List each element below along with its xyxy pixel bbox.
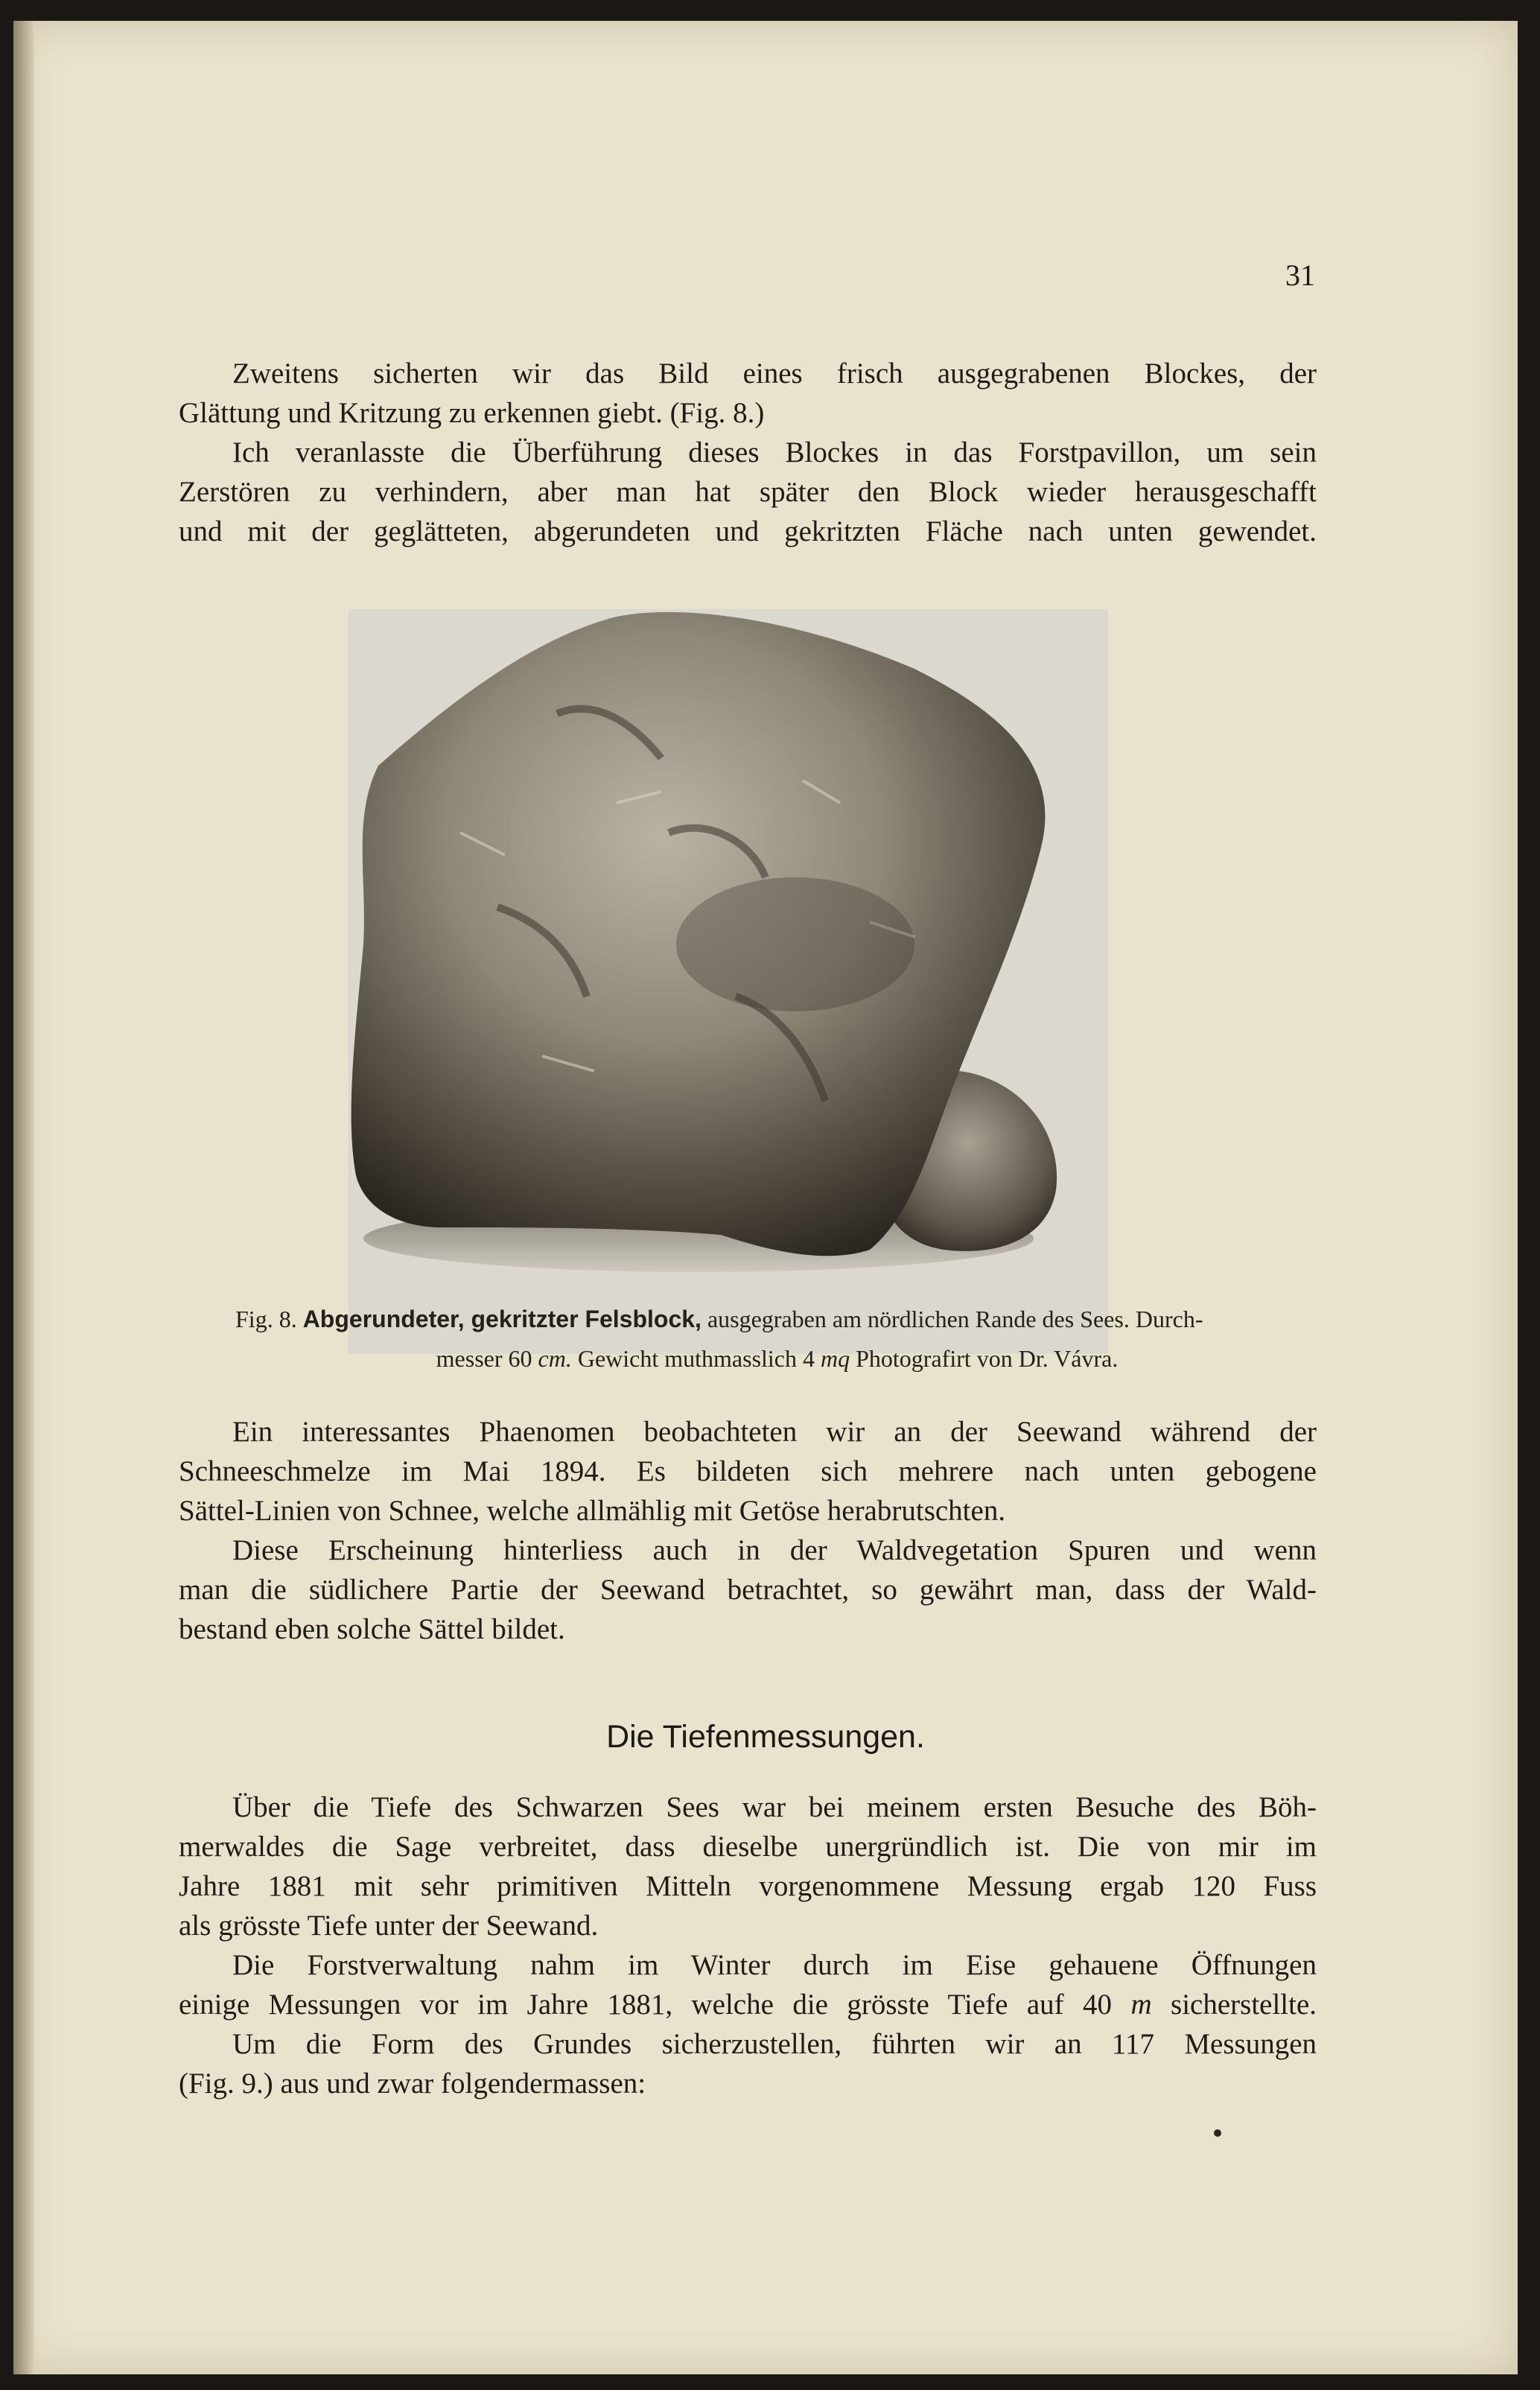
caption-title: Abgerundeter, gekritzter Felsblock, (302, 1306, 701, 1332)
caption-unit-cm: cm. (538, 1345, 572, 1372)
caption-line1-rest: ausgegraben am nördlichen Rande des Sees. Durch- (707, 1306, 1203, 1332)
caption-line2-a: messer 60 (436, 1345, 532, 1372)
intro-line-5: und mit der geglätteten, abgerundeten und gekritzten Fläche nach unten gewendet. (179, 515, 1317, 547)
caption-line2-b: Gewicht muthmasslich 4 (577, 1345, 815, 1372)
phenomenon-line-3: Sättel-Linien von Schnee, welche allmählig mit Getöse herabrutschten. (179, 1495, 1006, 1527)
phenomenon-line-6: bestand eben solche Sättel bildet. (179, 1613, 565, 1645)
section-line-3: Jahre 1881 mit sehr primitiven Mitteln vorgenommene Messung ergab 120 Fuss (179, 1870, 1317, 1902)
section-line-5: Die Forstverwaltung nahm im Winter durch im Eise gehauene Öffnungen (232, 1949, 1317, 1981)
section-line-6a: einige Messungen vor im Jahre 1881, welche die grösste Tiefe auf 40 (179, 1989, 1113, 2021)
section-line-6 (179, 1985, 1317, 2025)
section-line-4: als grösste Tiefe unter der Seewand. (179, 1910, 599, 1942)
section-unit-m: m (1130, 1989, 1152, 2021)
caption-line2-c: Photografirt von Dr. Vávra. (856, 1345, 1119, 1372)
section-line-7: Um die Form des Grundes sicherzustellen, führten wir an 117 Messungen (232, 2028, 1317, 2060)
page-spine-shadow (13, 21, 34, 2374)
section-line-6b: sicherstellte. (1171, 1989, 1317, 2021)
intro-line-3: Ich veranlasste die Überführung dieses Blockes in das Forstpavillon, um sein (232, 436, 1317, 468)
phenomenon-line-4: Diese Erscheinung hinterliess auch in der Waldvegetation Spuren und wenn (232, 1534, 1317, 1566)
figure-caption-line-2 (235, 1341, 1319, 1376)
phenomenon-line-2: Schneeschmelze im Mai 1894. Es bildeten sich mehrere nach unten gebogene (179, 1455, 1317, 1487)
page-number: 31 (1285, 258, 1315, 292)
ink-dot (1214, 2129, 1221, 2137)
section-line-8: (Fig. 9.) aus und zwar folgendermassen: (179, 2068, 646, 2100)
boulder-photograph (349, 609, 1108, 1354)
boulder-image (349, 609, 1108, 1354)
caption-unit-mq: mq (821, 1345, 850, 1372)
intro-line-2: Glättung und Kritzung zu erkennen giebt. (Fig. 8.) (179, 397, 765, 429)
intro-line-1: Zweitens sicherten wir das Bild eines frisch ausgegrabenen Blockes, der (232, 357, 1317, 390)
phenomenon-line-1: Ein interessantes Phaenomen beobachteten wir an der Seewand während der (232, 1416, 1317, 1448)
section-heading: Die Tiefenmessungen. (606, 1719, 925, 1755)
book-page (13, 21, 1518, 2374)
caption-label: Fig. 8. (235, 1306, 297, 1332)
figure-caption (235, 1302, 1319, 1336)
phenomenon-line-5: man die südlichere Partie der Seewand betrachtet, so gewährt man, dass der Wald- (179, 1574, 1317, 1606)
section-line-1: Über die Tiefe des Schwarzen Sees war bei meinem ersten Besuche des Böh- (232, 1791, 1317, 1823)
intro-line-4: Zerstören zu verhindern, aber man hat später den Block wieder herausgeschafft (179, 476, 1317, 508)
section-line-2: merwaldes die Sage verbreitet, dass dieselbe unergründlich ist. Die von mir im (179, 1831, 1317, 1863)
